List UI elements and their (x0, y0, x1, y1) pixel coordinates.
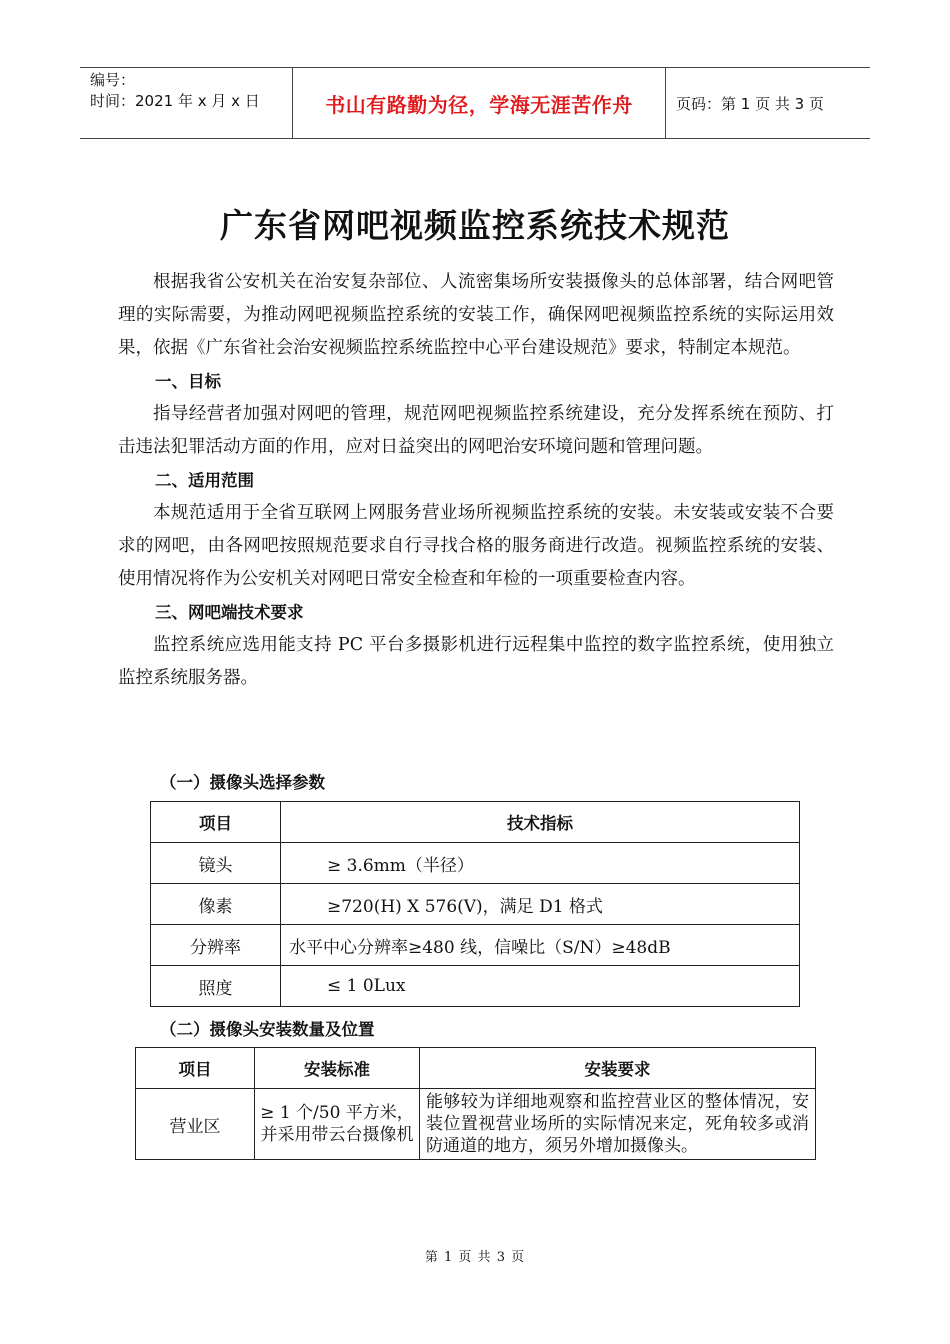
table-row (151, 925, 800, 966)
camera-params-table (150, 801, 800, 1007)
table-header-cell: 项目 (151, 802, 281, 843)
section-text-goal: 指导经营者加强对网吧的管理，规范网吧视频监控系统建设，充分发挥系统在预防、打击违法犯罪活动方面的作用，应对日益突出的网吧治安环境问题和管理问题。 (118, 404, 834, 457)
install-table (135, 1047, 816, 1160)
table-header-cell: 安装要求 (420, 1048, 816, 1089)
document-title: 广东省网吧视频监控系统技术规范 (220, 206, 730, 245)
page-footer: 第 1 页 共 3 页 (424, 1250, 526, 1265)
section-heading-scope: 二、适用范围 (155, 471, 254, 490)
table-row (151, 843, 800, 884)
page-header (80, 67, 870, 139)
table-header-cell: 技术指标 (281, 802, 800, 843)
document-body (118, 266, 834, 695)
table-cell-item: 像素 (151, 884, 281, 925)
table-row (151, 966, 800, 1007)
table-cell-spec: ≤ 1 0Lux (281, 966, 800, 1007)
header-page-info: 页码：第 1 页 共 3 页 (676, 94, 824, 113)
table-cell-item: 营业区 (136, 1089, 255, 1160)
section-text-scope: 本规范适用于全省互联网上网服务营业场所视频监控系统的安装。未安装或安装不合要求的网吧，由各网吧按照规范要求自行寻找合格的服务商进行改造。视频监控系统的安装、使用情况将作为公安机关对网吧日常安全检查和年检的一项重要检查内容。 (118, 503, 834, 589)
header-time-label: 时间：2021 年 x 月 x 日 (90, 92, 260, 110)
section-heading-goal: 一、目标 (155, 372, 221, 391)
section-heading-tech: 三、网吧端技术要求 (155, 603, 304, 622)
table-header-row (151, 802, 800, 843)
table-header-row (136, 1048, 816, 1089)
section-text-tech: 监控系统应选用能支持 PC 平台多摄影机进行远程集中监控的数字监控系统，使用独立监控系统服务器。 (118, 635, 834, 688)
install-subtitle: （二）摄像头安装数量及位置 (160, 1020, 375, 1039)
table-header-cell: 安装标准 (255, 1048, 420, 1089)
table-cell-spec: ≥720(H) X 576(V)，满足 D1 格式 (281, 884, 800, 925)
table-cell-item: 分辨率 (151, 925, 281, 966)
table-cell-item: 镜头 (151, 843, 281, 884)
table-row (151, 884, 800, 925)
table-cell-standard: ≥ 1 个/50 平方米，并采用带云台摄像机 (255, 1089, 420, 1160)
table-row (136, 1089, 816, 1160)
table-header-cell: 项目 (136, 1048, 255, 1089)
table-cell-spec: 水平中心分辨率≥480 线，信噪比（S/N）≥48dB (281, 925, 800, 966)
table-cell-item: 照度 (151, 966, 281, 1007)
camera-params-subtitle: （一）摄像头选择参数 (160, 773, 325, 792)
header-motto: 书山有路勤为径，学海无涯苦作舟 (293, 68, 666, 138)
table-cell-spec: ≥ 3.6mm（半径） (281, 843, 800, 884)
header-number-label: 编号： (90, 71, 136, 89)
intro-paragraph: 根据我省公安机关在治安复杂部位、人流密集场所安装摄像头的总体部署，结合网吧管理的实际需要，为推动网吧视频监控系统的安装工作，确保网吧视频监控系统的实际运用效果，依据《广东省社会治安视频监控系统监控中心平台建设规范》要求，特制定本规范。 (118, 272, 834, 358)
table-cell-requirement: 能够较为详细地观察和监控营业区的整体情况，安装位置视营业场所的实际情况来定，死角较多或消防通道的地方，须另外增加摄像头。 (420, 1089, 816, 1160)
header-meta (80, 68, 293, 138)
